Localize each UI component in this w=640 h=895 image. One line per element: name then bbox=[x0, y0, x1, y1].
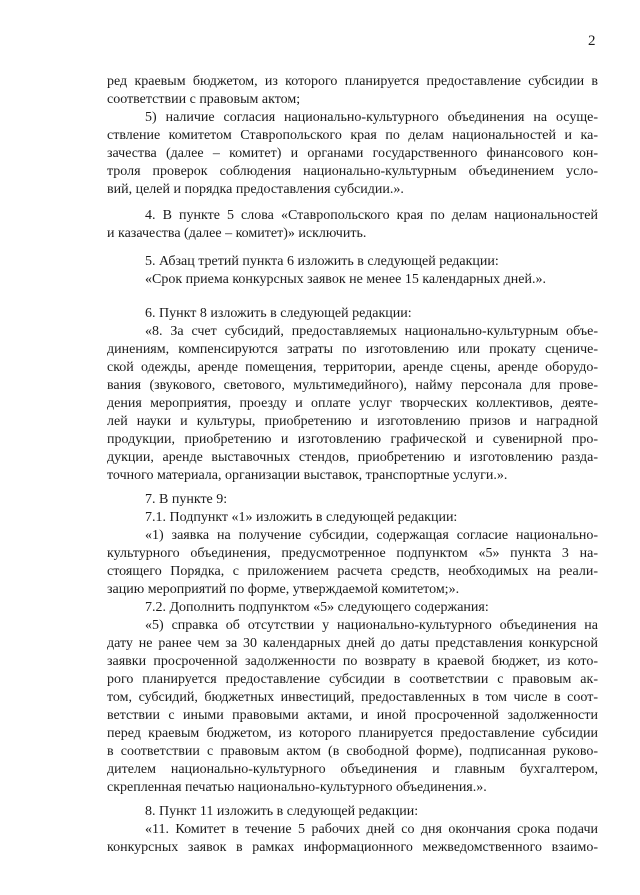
text-line: ствление комитетом Ставропольского края по делам национальностей и ка- bbox=[107, 128, 598, 143]
text-line: культурного объединения, предусмотренное подпунктом «5» пункта 3 на- bbox=[107, 546, 598, 561]
text-line: ской одежды, аренде помещения, территории, аренде сцены, аренде оборудо- bbox=[107, 360, 598, 375]
text-line: «Срок приема конкурсных заявок не менее 15 календарных дней.». bbox=[145, 272, 546, 287]
page-number: 2 bbox=[588, 33, 596, 49]
text-line: перед краевым бюджетом, из которого планируется предоставление субсидии bbox=[107, 726, 598, 741]
text-line: дату не ранее чем за 30 календарных дней до даты представления конкурсной bbox=[107, 636, 598, 651]
text-line: соответствии с правовым актом; bbox=[107, 92, 301, 107]
section-continuation bbox=[107, 73, 598, 199]
document-body bbox=[107, 73, 598, 857]
text-line: «11. Комитет в течение 5 рабочих дней со дня окончания срока подачи bbox=[145, 822, 598, 837]
text-line: заявки просроченной задолженности по возврату в краевой бюджет, из кото- bbox=[107, 654, 598, 669]
text-line: 5) наличие согласия национально-культурного объединения на осуще- bbox=[145, 110, 598, 125]
text-line: зацию мероприятий по форме, утверждаемой комитетом;». bbox=[107, 582, 460, 597]
text-line: 8. Пункт 11 изложить в следующей редакции: bbox=[145, 804, 419, 819]
text-line: продукции, приобретению и изготовлению графической и сувенирной про- bbox=[107, 432, 598, 447]
text-line: вий, целей и порядка предоставления субсидии.». bbox=[107, 182, 404, 197]
text-line: динениям, компенсируются затраты по изготовлению или прокату сцениче- bbox=[107, 342, 598, 357]
text-line: дителем национально-культурного объединения и главным бухгалтером, bbox=[107, 762, 598, 777]
section-item-6 bbox=[107, 305, 598, 485]
text-line: зачества (далее – комитет) и органами государственного финансового кон- bbox=[107, 146, 598, 161]
text-line: «1) заявка на получение субсидии, содержащая согласие национально- bbox=[145, 528, 598, 543]
text-line: троля проверок соблюдения национально-культурным объединением усло- bbox=[107, 164, 598, 179]
text-line: стоящего Порядка, с приложением расчета средств, необходимых на реали- bbox=[107, 564, 598, 579]
text-line: в соответствии с правовым актом (в свободной форме), подписанная руково- bbox=[107, 744, 598, 759]
text-line: 7. В пункте 9: bbox=[145, 492, 228, 507]
text-line: 7.1. Подпункт «1» изложить в следующей редакции: bbox=[145, 510, 458, 525]
section-item-4 bbox=[107, 207, 598, 243]
section-item-8 bbox=[107, 803, 598, 857]
text-line: 4. В пункте 5 слова «Ставропольского края по делам национальностей bbox=[145, 208, 598, 223]
text-line: дения мероприятия, проезду и оплате услуг творческих коллективов, деяте- bbox=[107, 396, 598, 411]
text-line: скрепленная печатью национально-культурного объединения.». bbox=[107, 780, 487, 795]
section-item-7 bbox=[107, 491, 598, 797]
text-line: «5) справка об отсутствии у национально-культурного объединения на bbox=[145, 618, 598, 633]
text-line: вания (звукового, светового, мультимедийного), найму персонала для прове- bbox=[107, 378, 598, 393]
text-line: точного материала, организации выставок, транспортные услуги.». bbox=[107, 468, 508, 483]
text-line: 7.2. Дополнить подпунктом «5» следующего содержания: bbox=[145, 600, 489, 615]
text-line: 5. Абзац третий пункта 6 изложить в следующей редакции: bbox=[145, 254, 499, 269]
text-line: том, субсидий, бюджетных инвестиций, предоставленных в том числе в соот- bbox=[107, 690, 598, 705]
text-line: ред краевым бюджетом, из которого планируется предоставление субсидии в bbox=[107, 74, 598, 89]
text-line: дукции, аренде выставочных стендов, приобретению и изготовлению разда- bbox=[107, 450, 598, 465]
text-line: конкурсных заявок в рамках информационного межведомственного взаимо- bbox=[107, 840, 598, 855]
text-line: рого планируется предоставление субсидии в соответствии с правовым ак- bbox=[107, 672, 598, 687]
section-item-5 bbox=[107, 253, 598, 289]
text-line: «8. За счет субсидий, предоставляемых национально-культурным объе- bbox=[145, 324, 598, 339]
text-line: и казачества (далее – комитет)» исключить. bbox=[107, 226, 367, 241]
text-line: ветствии с иными правовыми актами, и иной просроченной задолженности bbox=[107, 708, 598, 723]
text-line: 6. Пункт 8 изложить в следующей редакции: bbox=[145, 306, 412, 321]
text-line: лей науки и культуры, приобретению и изготовлению призов и наградной bbox=[107, 414, 598, 429]
